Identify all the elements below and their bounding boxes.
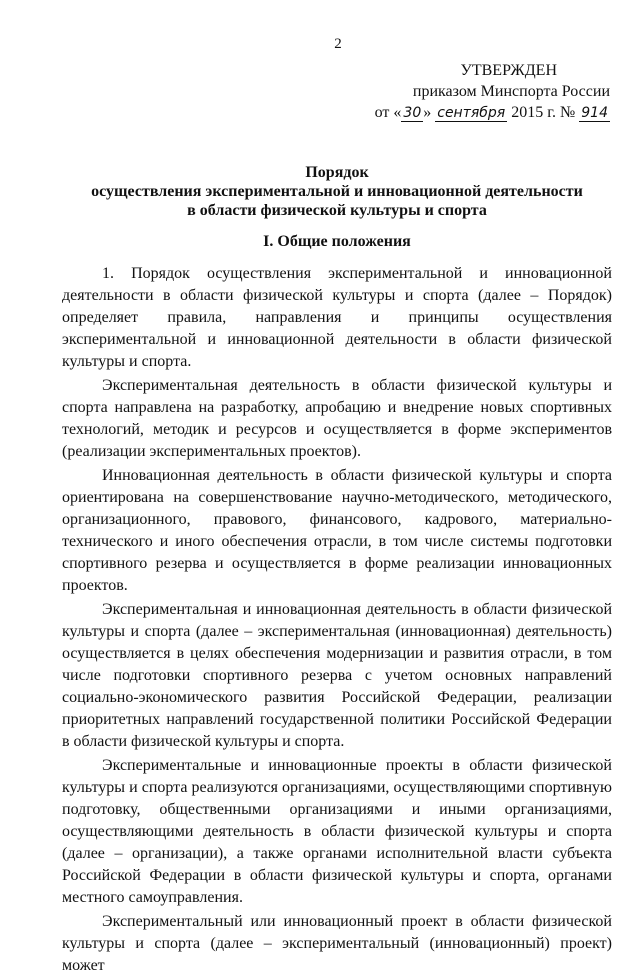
paragraph: Экспериментальная деятельность в области физической культуры и спорта направлена на разработку, апробацию и внедрение новых спортивных технологий, методик и ресурсов и осуществляется в форме экспериментов (реализации экспериментальных проектов). [62, 377, 612, 460]
day-suffix: » [423, 104, 432, 121]
year-text: 2015 г. № [511, 104, 576, 121]
approval-title: УТВЕРЖДЕН [460, 62, 557, 79]
document-heading [62, 163, 612, 220]
date-prefix: от « [374, 104, 402, 121]
heading-line-3: в области физической культуры и спорта [187, 202, 487, 219]
paragraph: Экспериментальный или инновационный проект в области физической культуры и спорта (далее – экспериментальный (инновационный) проект) может [62, 913, 612, 974]
approval-order: приказом Минспорта России [412, 83, 610, 100]
paragraph: Экспериментальная и инновационная деятельность в области физической культуры и спорта (далее – экспериментальная (инновационная) деятельность) осуществляется в целях обеспечения модернизации и развития отрасли, в том числе подготовки спортивного резерва с учетом основных направлений социально-экономического развития Российской Федерации, реализации приоритетных направлений государственной политики Российской Федерации в области физической культуры и спорта. [62, 601, 612, 750]
heading-line-1: Порядок [305, 164, 369, 181]
handwritten-day: 30 [403, 105, 422, 121]
approval-stamp [375, 60, 610, 124]
paragraph: 1. Порядок осуществления экспериментальной и инновационной деятельности в области физической культуры и спорта (далее – Порядок) определяет правила, направления и принципы осуществления экспериментальной и инновационной деятельности в области физической культуры и спорта. [62, 265, 612, 370]
approval-date-line [375, 102, 610, 124]
paragraph: Экспериментальные и инновационные проекты в области физической культуры и спорта реализуются организациями, осуществляющими спортивную подготовку, общественными организациями и иными организациями, осуществляющими деятельность в области физической культуры и спорта (далее – организации), а также органами исполнительной власти субъекта Российской Федерации в области физической культуры и спорта, органами местного самоуправления. [62, 757, 612, 906]
handwritten-month: сентября [437, 105, 506, 121]
section-title: I. Общие положения [263, 233, 411, 250]
page-number: 2 [334, 36, 342, 52]
paragraph: Инновационная деятельность в области физической культуры и спорта ориентирована на совершенствование научно-методического, методического, организационного, правового, финансового, кадрового, материально-технического и иного обеспечения отрасли, в том числе системы подготовки спортивного резерва и осуществляется в форме реализации инновационных проектов. [62, 467, 612, 594]
body-text [62, 263, 612, 979]
handwritten-number: 914 [581, 105, 608, 121]
heading-line-2: осуществления экспериментальной и инновационной деятельности [91, 183, 583, 200]
